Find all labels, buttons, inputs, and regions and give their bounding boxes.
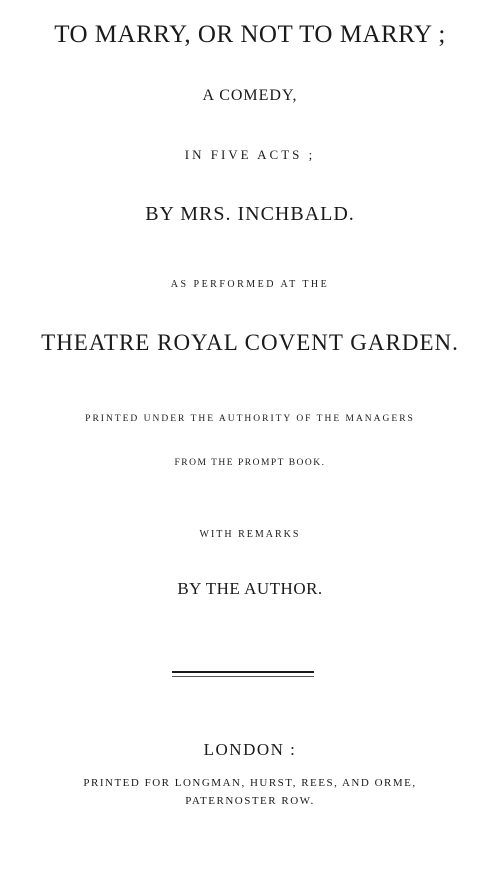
genre-line: A COMEDY, (202, 87, 298, 104)
theatre-line: THEATRE ROYAL COVENT GARDEN. (41, 330, 459, 355)
authority-line: PRINTED UNDER THE AUTHORITY OF THE MANAGERS (85, 414, 415, 424)
imprint-line-2: PATERNOSTER ROW. (185, 795, 315, 807)
remarks-line: WITH REMARKS (199, 529, 301, 540)
acts-line: IN FIVE ACTS ; (184, 147, 316, 162)
by-author-line: BY THE AUTHOR. (177, 579, 323, 598)
prompt-book-line: FROM THE PROMPT BOOK. (174, 458, 326, 468)
book-title: TO MARRY, OR NOT TO MARRY ; (54, 21, 446, 48)
author-line: BY MRS. INCHBALD. (145, 203, 355, 225)
divider-rule (172, 671, 314, 673)
imprint-line-1: PRINTED FOR LONGMAN, HURST, REES, AND ORME, (83, 777, 417, 789)
place-line: LONDON : (203, 740, 297, 759)
performed-line: AS PERFORMED AT THE (170, 279, 330, 290)
